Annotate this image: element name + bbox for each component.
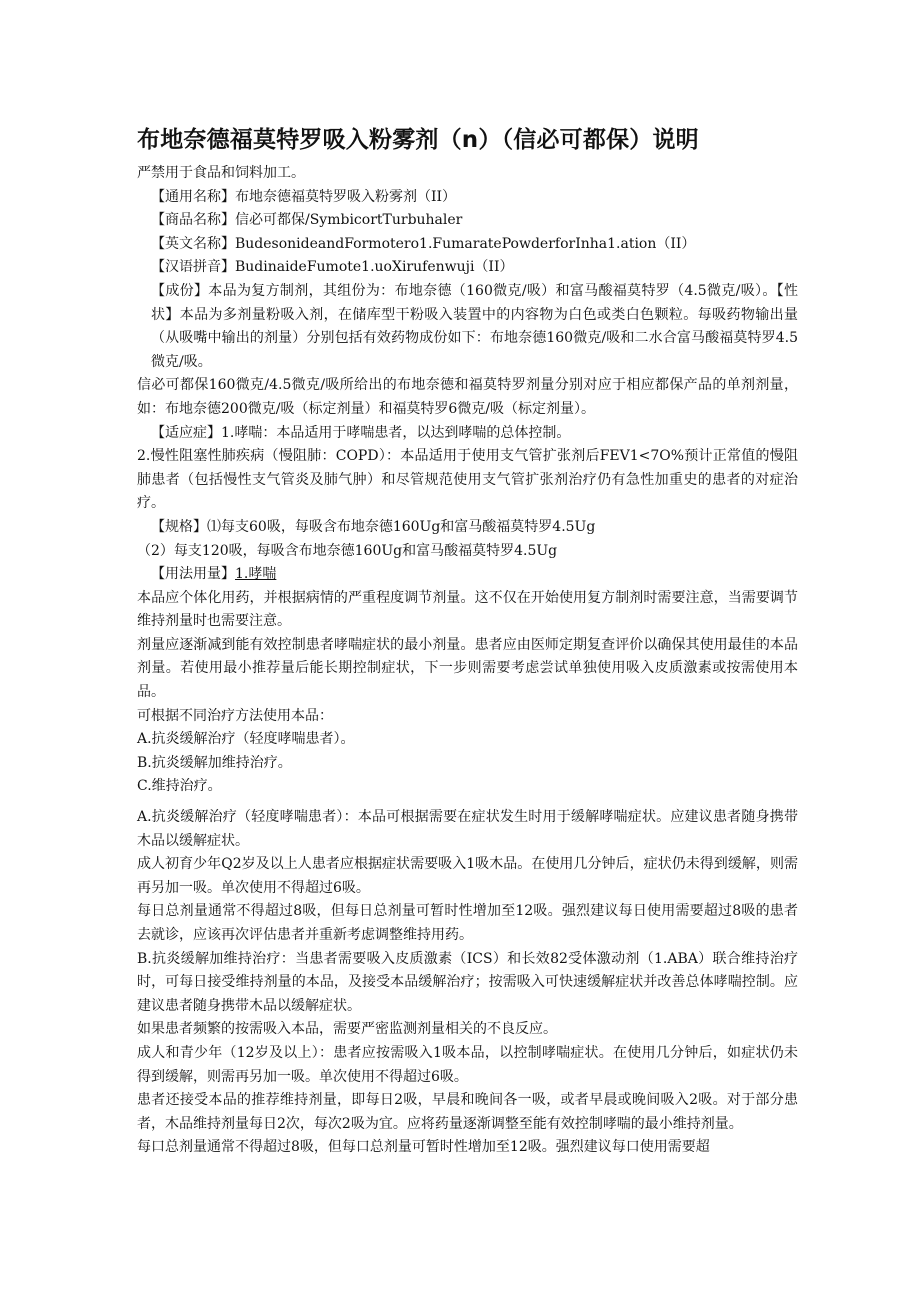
pinyin-name: 【汉语拼音】BudinaideFumote1.uoXirufenwuji（II） <box>151 259 514 276</box>
method-a-adult-dose: 成人初育少年Q2岁及以上人患者应根据症状需要吸入1吸木品。在使用几分钟后，症状仍未得到缓解，则需再另加一吸。单次使用不得超过6吸。 <box>137 856 798 896</box>
generic-name: 【通用名称】布地奈德福莫特罗吸入粉雾剂（II） <box>151 188 457 205</box>
method-a: A.抗炎缓解治疗（轻度哮喘患者）。 <box>137 731 355 748</box>
dose-correspondence-paragraph: 信必可都保160微克/4.5微克/吸所给出的布地奈德和福莫特罗剂量分别对应于相应都保产品的单剂剂量，如：布地奈德200微克/吸（标定剂量）和福莫特罗6微克/吸（标定剂量）。 <box>137 377 798 417</box>
usage-label: 【用法用量】 <box>151 566 235 583</box>
indication-copd: 2.慢性阻塞性肺疾病（慢阻肺：COPD）：本品适用于使用支气管扩张剂后FEV1<7O%预计正常值的慢阻肺患者（包括慢性支气管炎及肺气肿）和尽管规范使用支气管扩张剂治疗仍有急性加重史的患者的对症治疗。 <box>137 448 798 512</box>
daily-limit-continued: 每口总剂量通常不得超过8吸，但每口总剂量可暂时性增加至12吸。强烈建议每口使用需要超 <box>137 1139 710 1156</box>
composition-paragraph: 【成份】本品为复方制剂，其组份为：布地奈德（160微克/吸）和富马酸福莫特罗（4.5微克/吸）。【性状】本品为多剂量粉吸入剂，在储库型干粉吸入装置中的内容物为白色或类白色颗粒。每吸药物输出量（从吸嘴中输出的剂量）分别包括有效药物成份如下：布地奈德160微克/吸和二水合富马酸福莫特罗4.5微克/吸。 <box>151 282 798 370</box>
document-title: 布地奈德福莫特罗吸入粉雾剂（n）（信必可都保）说明 <box>137 127 699 153</box>
dose-reduction: 剂量应逐渐减到能有效控制患者哮喘症状的最小剂量。患者应由医师定期复查评价以确保其使用最佳的本品剂量。若使用最小推荐量后能长期控制症状，下一步则需要考虑尝试单独使用吸入皮质激素或按需使用本品。 <box>137 636 798 701</box>
maintenance-dose: 患者还接受本品的推荐维持剂量，即每日2吸，早晨和晚间各一吸，或者早晨或晚间吸入2吸。对于部分患者，木品维持剂量每日2次，每次2吸为宜。应将药量逐渐调整至能有效控制哮喘的最小维持剂量。 <box>137 1092 798 1132</box>
individualized-dosing: 本品应个体化用药，并根据病情的严重程度调节剂量。这不仅在开始使用复方制剂时需要注意，当需要调节维持剂量时也需要注意。 <box>137 589 798 630</box>
trade-name: 【商品名称】信必可都保/SymbicortTurbuhaler <box>151 212 463 229</box>
method-b-detail: B.抗炎缓解加维持治疗：当患者需要吸入皮质激素（ICS）和长效82受体激动剂（1.ABA）联合维持治疗时，可每日接受维持剂量的本品，及接受本品缓解治疗；按需吸入可快速缓解症状并改善总体哮喘控制。应建议患者随身携带木品以缓解症状。 <box>137 950 798 1014</box>
method-a-detail: A.抗炎缓解治疗（轻度哮喘患者）：本品可根据需要在症状发生时用于缓解哮喘症状。应建议患者随身携带木品以缓解症状。 <box>137 809 798 849</box>
method-b: B.抗炎缓解加维持治疗。 <box>137 754 292 771</box>
method-a-daily-limit: 每日总剂量通常不得超过8吸，但每日总剂量可暂时性增加至12吸。强烈建议每日使用需要超过8吸的患者去就诊，应该再次评估患者并重新考虑调整维持用药。 <box>137 903 798 943</box>
specification-2: （2）每支120吸，每吸含布地奈德160Ug和富马酸福莫特罗4.5Ug <box>137 542 558 559</box>
warning-paragraph: 严禁用于食品和饲料加工。 <box>137 165 305 181</box>
usage-subheading-asthma: 1.哮喘 <box>235 566 277 583</box>
specification-1: 【规格】⑴每支60吸，每吸含布地奈德160Ug和富马酸福莫特罗4.5Ug <box>151 518 596 535</box>
method-c: C.维持治疗。 <box>137 778 222 795</box>
method-b-monitoring: 如果患者频繁的按需吸入本品，需要严密监测剂量相关的不良反应。 <box>137 1021 557 1038</box>
indication-asthma: 【适应症】1.哮喘：本品适用于哮喘患者，以达到哮喘的总体控制。 <box>151 424 571 441</box>
method-b-adult-dose: 成人和青少年（12岁及以上）：患者应按需吸入1吸本品，以控制哮喘症状。在使用几分钟后，如症状仍未得到缓解，则需再另加一吸。单次使用不得超过6吸。 <box>137 1044 798 1085</box>
treatment-methods-intro: 可根据不同治疗方法使用本品： <box>137 707 333 724</box>
usage-heading <box>137 563 798 587</box>
english-name: 【英文名称】BudesonideandFormotero1.FumaratePowderforInha1.ation（II） <box>151 235 696 252</box>
